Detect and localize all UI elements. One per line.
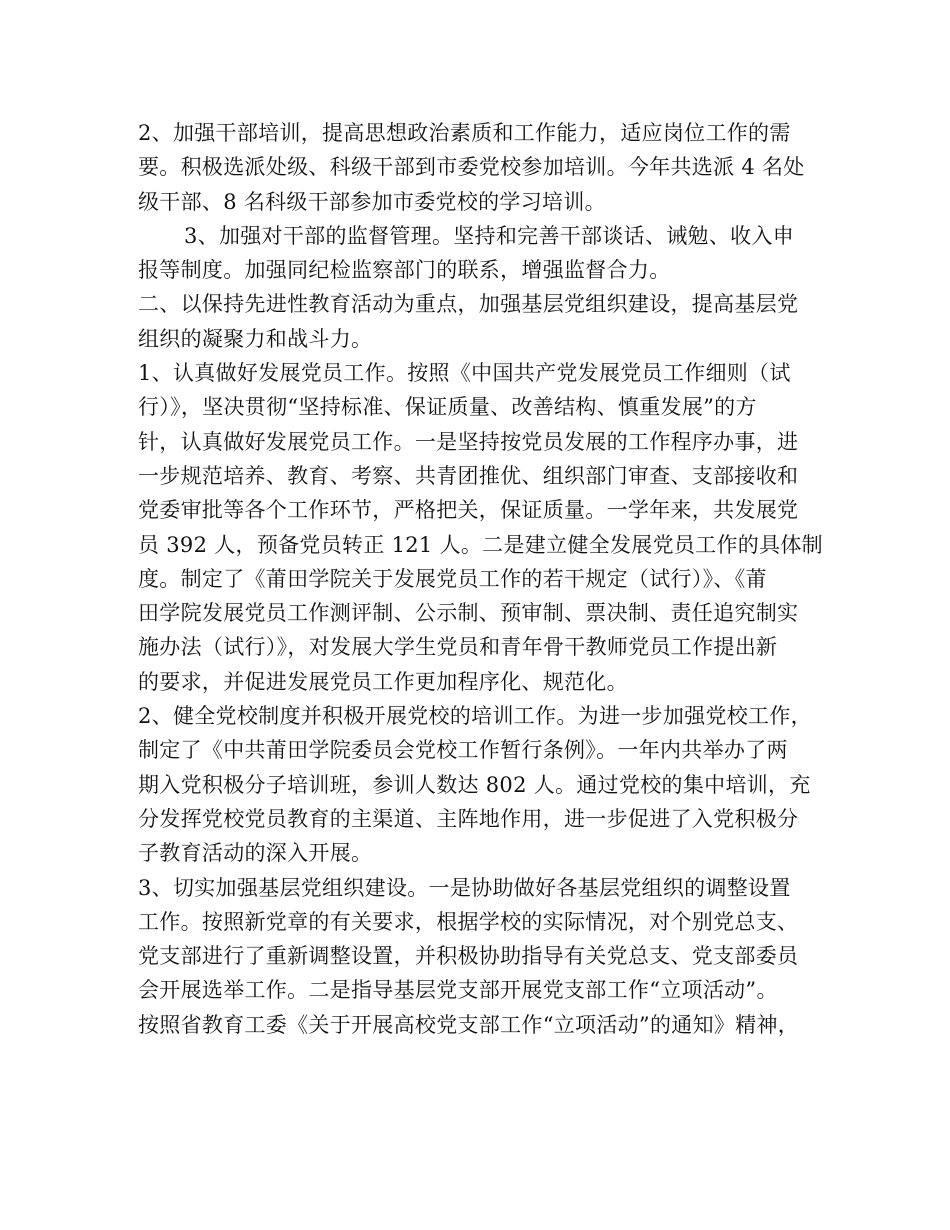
paragraph-line: 度。制定了《莆田学院关于发展党员工作的若干规定（试行）》、《莆 bbox=[138, 566, 767, 591]
paragraph-line: 期入党积极分子培训班，参训人数达 802 人。通过党校的集中培训，充 bbox=[138, 772, 811, 797]
paragraph-line: 针，认真做好发展党员工作。一是坚持按党员发展的工作程序办事，进 bbox=[138, 429, 799, 454]
paragraph-line: 级干部、8 名科级干部参加市委党校的学习培训。 bbox=[138, 189, 606, 214]
paragraph-line: 2、加强干部培训，提高思想政治素质和工作能力，适应岗位工作的需 bbox=[138, 121, 791, 145]
paragraph-line: 2、健全党校制度并积极开展党校的培训工作。为进一步加强党校工作， bbox=[138, 704, 812, 729]
paragraph-line: 工作。按照新党章的有关要求，根据学校的实际情况，对个别党总支、 bbox=[138, 909, 799, 934]
paragraph-line: 按照省教育工委《关于开展高校党支部工作“立项活动”的通知》精神， bbox=[138, 1012, 800, 1037]
paragraph-line: 3、加强对干部的监督管理。坚持和完善干部谈话、诫勉、收入申 bbox=[184, 223, 795, 248]
document-body bbox=[138, 116, 828, 1042]
paragraph-line: 1、认真做好发展党员工作。按照《中国共产党发展党员工作细则（试 bbox=[138, 361, 791, 386]
section-heading: 二、以保持先进性教育活动为重点，加强基层党组织建设，提高基层党 bbox=[138, 292, 799, 317]
paragraph-line: 的要求，并促进发展党员工作更加程序化、规范化。 bbox=[138, 669, 628, 694]
paragraph-line: 报等制度。加强同纪检监察部门的联系，增强监督合力。 bbox=[138, 258, 671, 283]
section-heading: 组织的凝聚力和战斗力。 bbox=[138, 326, 373, 351]
paragraph-line: 一步规范培养、教育、考察、共青团推优、组织部门审查、支部接收和 bbox=[138, 463, 799, 488]
paragraph-line: 行）》，坚决贯彻“坚持标准、保证质量、改善结构、慎重发展”的方 bbox=[138, 395, 757, 420]
paragraph-line: 党支部进行了重新调整设置，并积极协助指导有关党总支、党支部委员 bbox=[138, 944, 799, 969]
paragraph-line: 分发挥党校党员教育的主渠道、主阵地作用，进一步促进了入党积极分 bbox=[138, 806, 799, 831]
paragraph-line: 制定了《中共莆田学院委员会党校工作暂行条例》。一年内共举办了两 bbox=[138, 738, 788, 763]
paragraph-line: 会开展选举工作。二是指导基层党支部开展党支部工作“立项活动”。 bbox=[138, 978, 778, 1003]
paragraph-line: 施办法（试行）》，对发展大学生党员和青年骨干教师党员工作提出新 bbox=[138, 635, 778, 660]
paragraph-line: 子教育活动的深入开展。 bbox=[138, 841, 373, 866]
paragraph-line: 员 392 人，预备党员转正 121 人。二是建立健全发展党员工作的具体制 bbox=[138, 532, 823, 557]
paragraph-line: 党委审批等各个工作环节，严格把关，保证质量。一学年来，共发展党 bbox=[138, 498, 799, 523]
paragraph-line: 要。积极选派处级、科级干部到市委党校参加培训。今年共选派 4 名处 bbox=[138, 155, 805, 180]
paragraph-line: 田学院发展党员工作测评制、公示制、预审制、票决制、责任追究制实 bbox=[138, 601, 799, 626]
paragraph-line: 3、切实加强基层党组织建设。一是协助做好各基层党组织的调整设置 bbox=[138, 875, 791, 900]
